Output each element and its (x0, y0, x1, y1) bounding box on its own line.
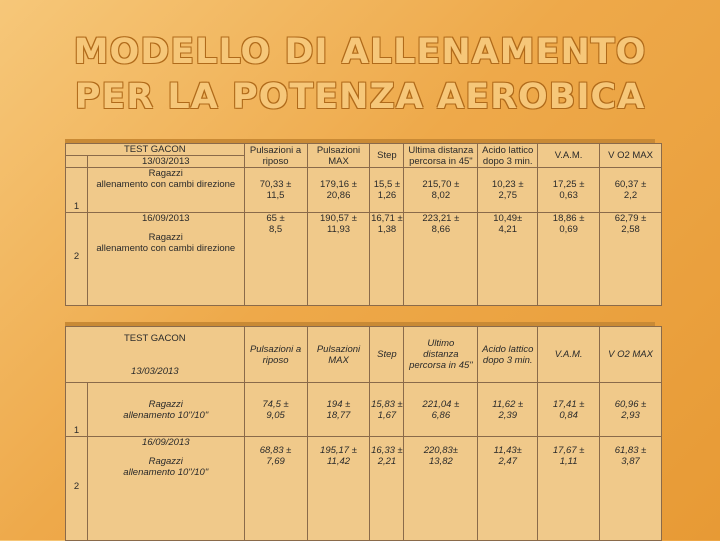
table-cell: 17,41 ± 0,84 (538, 383, 600, 437)
row-number: 1 (66, 383, 88, 437)
row-number: 2 (66, 437, 88, 541)
table-cell: 15,83 ± 1,67 (370, 383, 404, 437)
slide-title (0, 30, 720, 120)
table-cell: 68,83 ± 7,69 (244, 437, 307, 541)
table-cell: 10,49± 4,21 (478, 213, 538, 306)
table-cell: 190,57 ± 11,93 (307, 213, 370, 306)
row-number: 2 (66, 213, 88, 306)
header-acido-lattico: Acido lattico dopo 3 min. (478, 144, 538, 168)
table-cell: 15,5 ± 1,26 (370, 168, 404, 213)
table-cell: 74,5 ± 9,05 (244, 383, 307, 437)
results-table-10-10 (65, 326, 662, 541)
header-pulsazioni-riposo: Pulsazioni a riposo (244, 144, 307, 168)
table1-date-1: 13/03/2013 (87, 156, 244, 168)
table-cell: 11,62 ± 2,39 (478, 383, 538, 437)
table-cell: 10,23 ± 2,75 (478, 168, 538, 213)
table-cell: 65 ± 8,5 (244, 213, 307, 306)
table1-date-2: 16/09/2013 (141, 213, 190, 224)
table-cell: 220,83± 13,82 (404, 437, 478, 541)
table-cell: 17,67 ± 1,11 (538, 437, 600, 541)
table-cell: 16,71 ± 1,38 (370, 213, 404, 306)
table-cell: 223,21 ± 8,66 (404, 213, 478, 306)
table-cell: 70,33 ± 11,5 (244, 168, 307, 213)
table1-test-label: TEST GACON (66, 144, 245, 156)
row-number: 1 (66, 168, 88, 213)
table-cell: 62,79 ± 2,58 (600, 213, 662, 306)
table1-group-2: 16/09/2013 Ragazzi allenamento con cambi direzione (87, 213, 244, 306)
table-cell: 215,70 ± 8,02 (404, 168, 478, 213)
header-vam: V.A.M. (538, 144, 600, 168)
header-pulsazioni-max: Pulsazioni MAX (307, 144, 370, 168)
header-acido-lattico: Acido lattico dopo 3 min. (478, 327, 538, 383)
header-step: Step (370, 327, 404, 383)
table-cell: 17,25 ± 0,63 (538, 168, 600, 213)
table2-date-2: 16/09/2013 (141, 437, 190, 448)
header-ultima-distanza: Ultima distanza percorsa in 45" (404, 144, 478, 168)
table-cell: 179,16 ± 20,86 (307, 168, 370, 213)
table2-group-2: 16/09/2013 Ragazzi allenamento 10"/10" (87, 437, 244, 541)
header-pulsazioni-max: Pulsazioni MAX (307, 327, 370, 383)
table-cell: 16,33 ± 2,21 (370, 437, 404, 541)
table-cell: 18,86 ± 0,69 (538, 213, 600, 306)
table2-left-header: TEST GACON 13/03/2013 (66, 327, 245, 383)
table-cell: 11,43± 2,47 (478, 437, 538, 541)
table-cell: 60,96 ± 2,93 (600, 383, 662, 437)
header-vam: V.A.M. (538, 327, 600, 383)
header-ultimo-distanza: Ultimo distanza percorsa in 45" (404, 327, 478, 383)
table-cell: 61,83 ± 3,87 (600, 437, 662, 541)
table-cell: 194 ± 18,77 (307, 383, 370, 437)
header-step: Step (370, 144, 404, 168)
header-vo2max: V O2 MAX (600, 144, 662, 168)
table-cell: 60,37 ± 2,2 (600, 168, 662, 213)
header-pulsazioni-riposo: Pulsazioni a riposo (244, 327, 307, 383)
table2-group-1: Ragazzi allenamento 10"/10" (87, 383, 244, 437)
title-line-1: MODELLO DI ALLENAMENTO (73, 32, 647, 72)
table1-group-1: Ragazzi allenamento con cambi direzione (87, 168, 244, 213)
header-vo2max: V O2 MAX (600, 327, 662, 383)
table-cell: 221,04 ± 6,86 (404, 383, 478, 437)
table-cell: 195,17 ± 11,42 (307, 437, 370, 541)
results-table-cambi-direzione (65, 143, 662, 306)
title-line-2: PER LA POTENZA AEROBICA (74, 77, 646, 117)
